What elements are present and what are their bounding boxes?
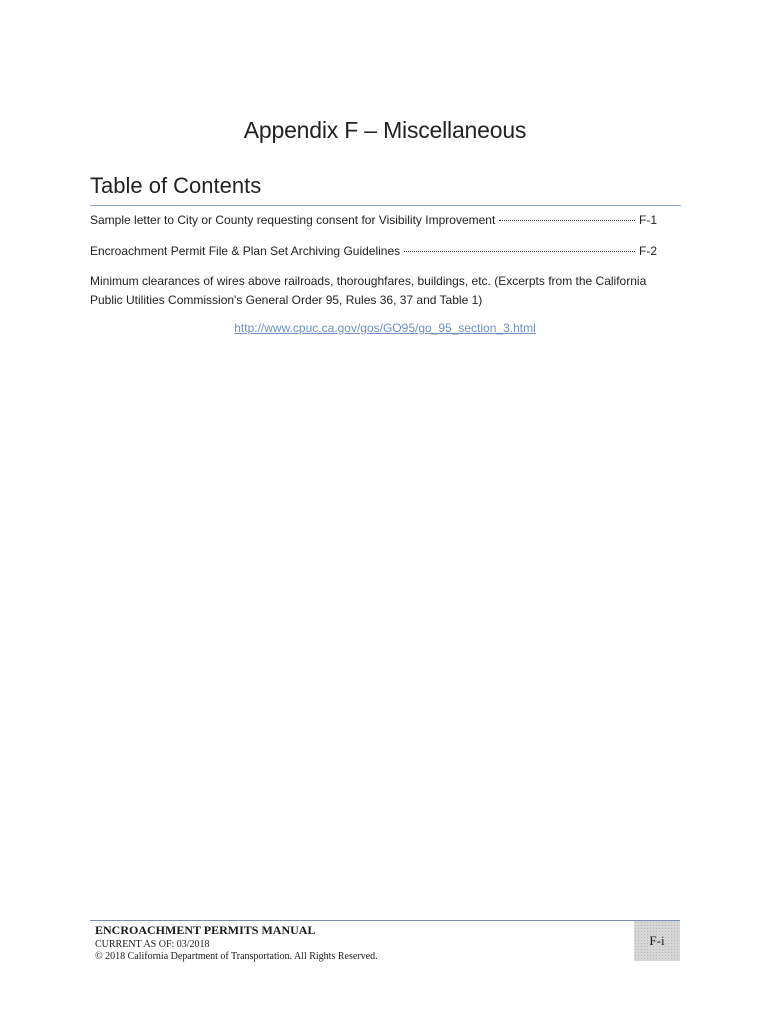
footer-copyright: © 2018 California Department of Transportation. All Rights Reserved. [95,951,378,962]
toc-dot-leader [499,220,635,221]
toc-entry-text: Sample letter to City or County requesting consent for Visibility Improvement [90,213,496,227]
footer-current-as-of: CURRENT AS OF: 03/2018 [95,939,210,950]
toc-dot-leader [404,251,635,252]
footer-rule [90,920,680,921]
toc-entry-text: Encroachment Permit File & Plan Set Archiving Guidelines [90,244,401,258]
toc-entry-archiving-guidelines[interactable] [90,244,657,262]
toc-entry-page: F-1 [639,213,657,227]
toc-wire-clearances-paragraph: Minimum clearances of wires above railroads, thoroughfares, buildings, etc. (Excerpts from the California Public Utilities Commission's General Order 95, Rules 36, 37 and Table 1) [90,274,647,307]
cpuc-go95-link[interactable]: http://www.cpuc.ca.gov/gos/GO95/go_95_section_3.html [234,321,536,335]
toc-heading-rule [90,205,681,206]
toc-heading: Table of Contents [90,173,262,198]
toc-entry-sample-letter[interactable] [90,213,657,231]
page-title: Appendix F – Miscellaneous [243,117,527,143]
toc-entry-page: F-2 [639,244,657,258]
footer-manual-title: ENCROACHMENT PERMITS MANUAL [95,923,316,937]
footer-page-number: F-i [634,921,680,961]
